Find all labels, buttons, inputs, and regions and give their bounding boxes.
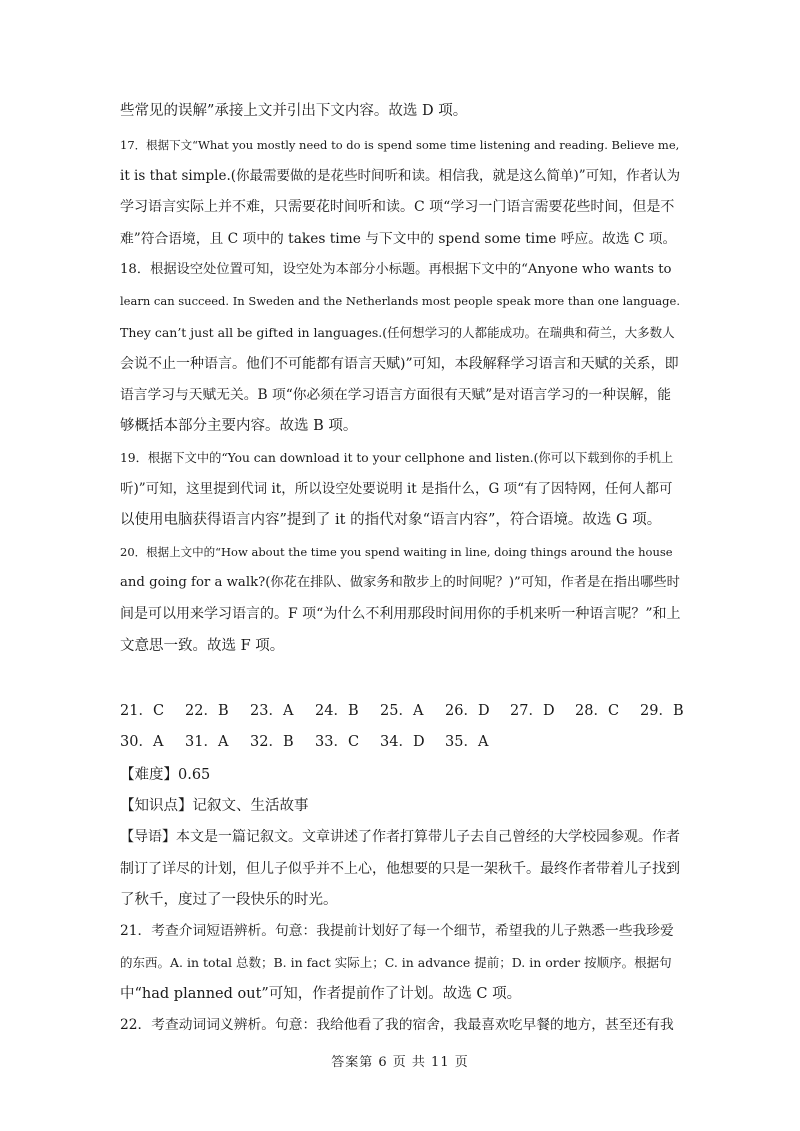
text-line: and going for a walk?(你花在排队、做家务和散步上的时间呢？)”可知，作者是在指出哪些时 xyxy=(120,575,680,590)
text-line: 18．根据设空处位置可知，设空处为本部分小标题。再根据下文中的“Anyone who wants to xyxy=(120,262,672,277)
text-line: 学习语言实际上并不难，只需要花时间听和读。C 项“学习一门语言需要花些时间，但是不 xyxy=(120,199,675,215)
text-line: They can’t just all be gifted in languages.(任何想学习的人都能成功。在瑞典和荷兰，大多数人 xyxy=(120,325,675,340)
text-line: 【导语】本文是一篇记叙文。文章讲述了作者打算带儿子去自己曾经的大学校园参观。作者 xyxy=(120,829,680,845)
answer-row xyxy=(120,732,700,752)
answer-item: 28．C xyxy=(575,703,620,719)
answer-key xyxy=(120,701,700,752)
answer-item: 30．A xyxy=(120,734,164,750)
answer-item: 34．D xyxy=(380,734,425,750)
text-line: 够概括本部分主要内容。故选 B 项。 xyxy=(120,418,358,434)
text-line: 听)”可知，这里提到代词 it，所以设空处要说明 it 是指什么，G 项“有了因特网，任何人都可 xyxy=(120,481,673,497)
text-line: 了秋千，度过了一段快乐的时光。 xyxy=(120,892,338,908)
text-line: 间是可以用来学习语言的。F 项“为什么不利用那段时间用你的手机来听一种语言呢？”和上 xyxy=(120,606,681,622)
answer-item: 27．D xyxy=(510,703,555,719)
answer-item: 22．B xyxy=(185,703,229,719)
text-line: 19．根据下文中的“You can download it to your cellphone and listen.(你可以下载到你的手机上 xyxy=(120,451,674,465)
answer-item: 33．C xyxy=(315,734,360,750)
text-line: 以使用电脑获得语言内容”提到了 it 的指代对象“语言内容”，符合语境。故选 G 项。 xyxy=(120,512,662,528)
difficulty-line: 【难度】0.65 xyxy=(120,767,211,783)
text-line: 中“had planned out”可知，作者提前作了计划。故选 C 项。 xyxy=(120,986,522,1002)
text-line: 文意思一致。故选 F 项。 xyxy=(120,638,285,654)
answer-item: 26．D xyxy=(445,703,490,719)
answer-row xyxy=(120,701,700,721)
text-line: 制订了详尽的计划，但儿子似乎并不上心，他想要的只是一架秋千。最终作者带着儿子找到 xyxy=(120,861,680,877)
answer-item: 31．A xyxy=(185,734,229,750)
text-line: 语言学习与天赋无关。B 项“你必须在学习语言方面很有天赋”是对语言学习的一种误解，能 xyxy=(120,387,672,403)
answer-item: 32．B xyxy=(250,734,294,750)
answer-item: 25．A xyxy=(380,703,424,719)
answer-item: 29．B xyxy=(640,703,684,719)
text-line: 些常见的误解”承接上文并引出下文内容。故选 D 项。 xyxy=(120,103,468,119)
text-line: 20．根据上文中的“How about the time you spend waiting in line, doing things around the house xyxy=(120,545,673,559)
text-line: it is that simple.(你最需要做的是花些时间听和读。相信我，就是这么简单)”可知，作者认为 xyxy=(120,168,681,184)
knowledge-point-line: 【知识点】记叙文、生活故事 xyxy=(120,798,309,814)
answer-item: 21．C xyxy=(120,703,165,719)
answer-item: 23．A xyxy=(250,703,294,719)
text-line: 17．根据下文“What you mostly need to do is spend some time listening and reading. Believe me, xyxy=(120,138,680,152)
answer-item: 35．A xyxy=(445,734,489,750)
answer-item: 24．B xyxy=(315,703,359,719)
page-footer: 答案第 6 页 共 11 页 xyxy=(331,1055,469,1070)
text-line: 21．考查介词短语辨析。句意：我提前计划好了每一个细节，希望我的儿子熟悉一些我珍爱 xyxy=(120,923,674,939)
text-line: 的东西。A. in total 总数；B. in fact 实际上；C. in advance 提前；D. in order 按顺序。根据句 xyxy=(120,955,672,970)
text-line: learn can succeed. In Sweden and the Netherlands most people speak more than one language. xyxy=(120,294,680,308)
text-line: 会说不止一种语言。他们不可能都有语言天赋)”可知，本段解释学习语言和天赋的关系，即 xyxy=(120,356,679,372)
text-line: 22．考查动词词义辨析。句意：我给他看了我的宿舍，我最喜欢吃早餐的地方，甚至还有我 xyxy=(120,1017,674,1033)
text-line: 难”符合语境，且 C 项中的 takes time 与下文中的 spend some time 呼应。故选 C 项。 xyxy=(120,231,677,247)
